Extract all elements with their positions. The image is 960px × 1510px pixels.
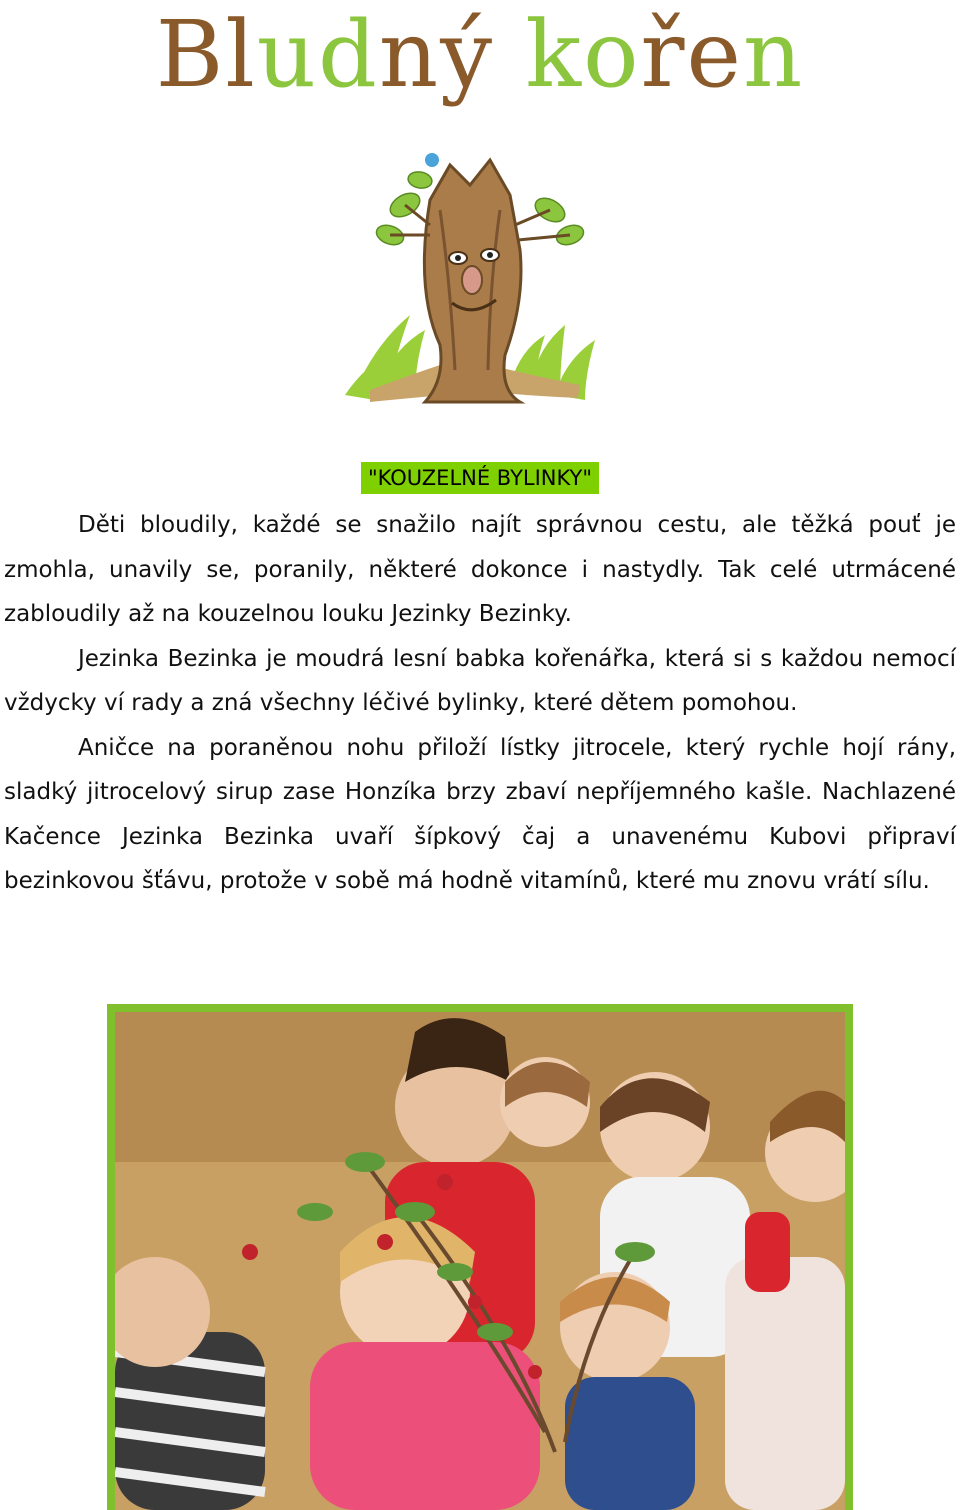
tree-root-illustration xyxy=(320,140,620,425)
story-paragraph: Jezinka Bezinka je moudrá lesní babka kořenářka, která si s každou nemocí vždycky ví rady a zná všechny léčivé bylinky, které dětem pomohou. xyxy=(4,645,956,716)
title-part: ný xyxy=(378,1,526,108)
story-paragraph: Děti bloudily, každé se snažilo najít správnou cestu, ale těžká pouť je zmohla, unavily se, poranily, některé dokonce i nastydly. Tak celé utrmácené zabloudily až na kouzelnou louku Jezinky Bezinky. xyxy=(4,512,956,627)
title-part: n xyxy=(742,1,805,108)
photo-frame xyxy=(107,1004,853,1510)
story-text xyxy=(4,503,956,904)
story-paragraph: Aničce na poraněnou nohu přiloží lístky jitrocele, který rychle hojí rány, sladký jitrocelový sirup zase Honzíka brzy zbaví nepříjemného kašle. Nachlazené Kačence Jezinka Bezinka uvaří šípkový čaj a unavenému Kubovi připraví bezinkovou šťávu, protože v sobě má hodně vitamínů, které mu znovu vrátí sílu. xyxy=(4,734,956,894)
section-headline: "KOUZELNÉ BYLINKY" xyxy=(361,462,599,494)
children-photo xyxy=(115,1012,845,1510)
title-part: Bl xyxy=(155,1,257,108)
title-part: ře xyxy=(640,1,743,108)
title-part: ko xyxy=(525,1,641,108)
headline-wrap xyxy=(0,462,960,494)
title-part: ud xyxy=(256,1,379,108)
page-title xyxy=(0,0,960,110)
